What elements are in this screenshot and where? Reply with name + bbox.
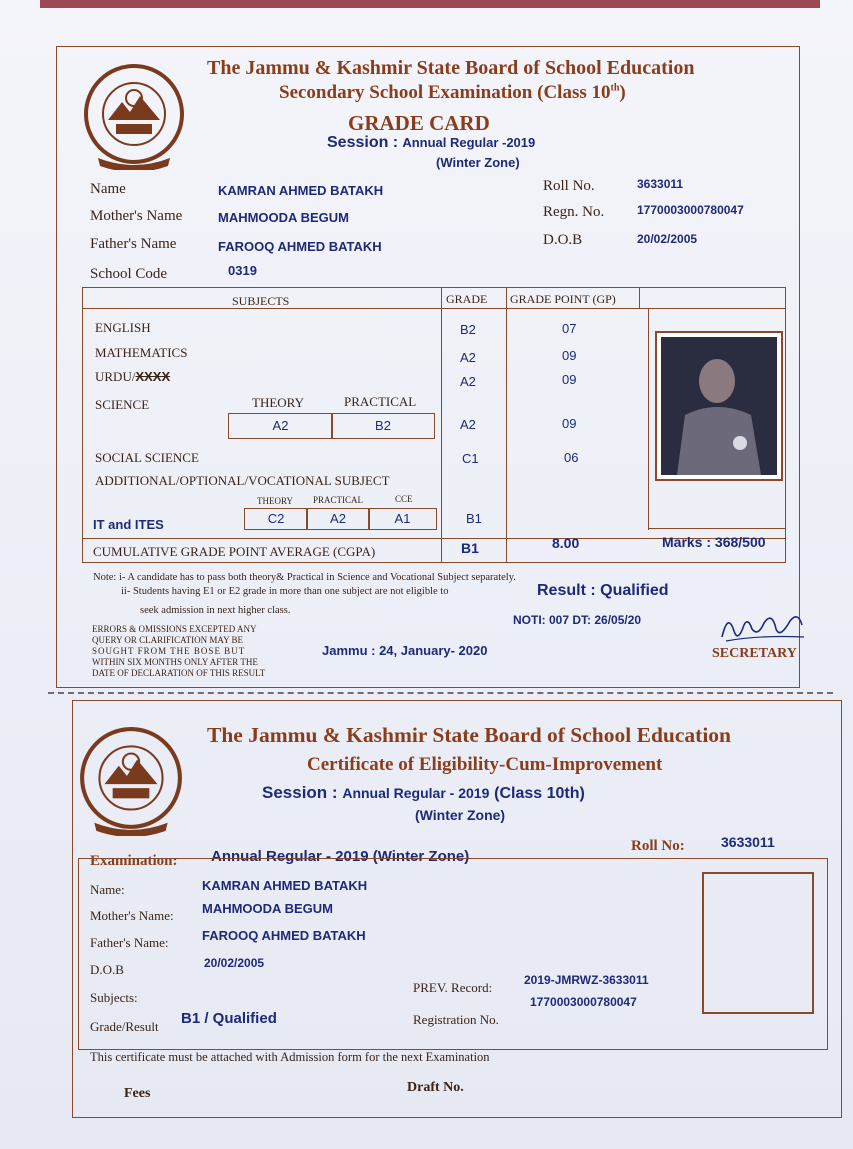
cgpa-value: 8.00 — [552, 535, 580, 551]
grade-science: A2 — [460, 417, 476, 432]
prev-record-label: PREV. Record: — [413, 980, 493, 995]
grade-it: B1 — [466, 511, 482, 526]
cert-name: KAMRAN AHMED BATAKH — [202, 878, 368, 893]
grade-english: B2 — [460, 322, 476, 337]
it-subject-name: IT and ITES — [93, 517, 164, 532]
cert-father-label: Father's Name: — [90, 935, 169, 950]
certificate-class: (Class 10th) — [494, 785, 585, 802]
roll-label: Roll No. — [543, 178, 595, 194]
cert-dob-label: D.O.B — [90, 962, 124, 977]
subjects-header: SUBJECTS — [232, 294, 290, 308]
certificate-session-value: Annual Regular - 2019 — [342, 785, 490, 801]
gp-social-science: 06 — [564, 450, 579, 465]
additional-subject-label: ADDITIONAL/OPTIONAL/VOCATIONAL SUBJECT — [95, 473, 390, 488]
grade-card-title: GRADE CARD — [348, 111, 490, 135]
gp-header: GRADE POINT (GP) — [510, 292, 616, 306]
zone-label: (Winter Zone) — [436, 155, 520, 170]
subject-mathematics: MATHEMATICS — [95, 345, 188, 360]
col-rule-gp — [506, 287, 507, 563]
mother-name: MAHMOODA BEGUM — [218, 210, 349, 225]
grade-urdu: A2 — [460, 374, 476, 389]
prev-record: 2019-JMRWZ-3633011 — [524, 973, 649, 987]
student-photo — [655, 331, 783, 481]
science-theory-label: THEORY — [252, 395, 304, 410]
draft-label: Draft No. — [407, 1080, 464, 1095]
subject-english: ENGLISH — [95, 320, 151, 335]
board-title: The Jammu & Kashmir State Board of School Education — [207, 57, 695, 79]
examination-label: Examination: — [90, 853, 178, 869]
it-practical-cell: A2 — [306, 508, 370, 530]
exam-title-text: Secondary School Examination (Class 10 — [279, 82, 611, 103]
subject-social-science: SOCIAL SCIENCE — [95, 450, 199, 465]
cert-name-label: Name: — [90, 882, 125, 897]
table-header-rule — [82, 308, 786, 309]
it-theory-cell: C2 — [244, 508, 308, 530]
cert-grade: B1 / Qualified — [181, 1010, 277, 1027]
certificate-session-label: Session : — [262, 783, 338, 802]
gp-english: 07 — [562, 321, 577, 336]
signature-icon — [718, 607, 808, 647]
certificate-logo-icon — [76, 724, 186, 836]
note-1: Note: i- A candidate has to pass both theory& Practical in Science and Vocational Subject separately. — [93, 572, 516, 583]
errors-line-5: DATE OF DECLARATION OF THIS RESULT — [92, 668, 266, 678]
secretary-label: SECRETARY — [712, 646, 797, 661]
certificate-zone: (Winter Zone) — [415, 807, 506, 823]
subject-urdu — [95, 369, 170, 385]
roll-number: 3633011 — [637, 177, 684, 191]
certificate-session-line — [262, 783, 585, 803]
father-label: Father's Name — [90, 236, 177, 252]
regn-label: Regn. No. — [543, 204, 605, 220]
session-value: Annual Regular -2019 — [402, 135, 536, 150]
session-label: Session : — [327, 134, 399, 151]
it-practical-label: PRACTICAL — [313, 495, 364, 505]
col-rule-grade — [441, 287, 442, 563]
note-2: ii- Students having E1 or E2 grade in more than one subject are not eligible to — [121, 586, 449, 597]
cert-roll-label: Roll No: — [631, 838, 685, 854]
cert-subjects-label: Subjects: — [90, 990, 138, 1005]
grade-social-science: C1 — [462, 451, 479, 466]
exam-title — [279, 82, 626, 104]
fees-label: Fees — [124, 1086, 151, 1101]
board-logo-icon — [80, 62, 188, 170]
grade-mathematics: A2 — [460, 350, 476, 365]
gp-urdu: 09 — [562, 372, 577, 387]
subject-science: SCIENCE — [95, 397, 150, 412]
errors-line-4: WITHIN SIX MONTHS ONLY AFTER THE — [92, 657, 258, 667]
subject-urdu-text: URDU/ — [95, 369, 136, 384]
cert-regn: 1770003000780047 — [530, 995, 637, 1009]
grade-header: GRADE — [446, 292, 488, 306]
science-practical-cell: B2 — [331, 413, 435, 439]
place-date: Jammu : 24, January- 2020 — [322, 643, 488, 658]
student-photo-image — [657, 333, 781, 479]
it-theory-label: THEORY — [257, 496, 293, 506]
top-edge — [40, 0, 820, 8]
dob-label: D.O.B — [543, 232, 583, 248]
mother-label: Mother's Name — [90, 208, 183, 224]
cert-dob: 20/02/2005 — [204, 956, 265, 970]
note-3: seek admission in next higher class. — [140, 605, 291, 616]
cert-grade-label: Grade/Result — [90, 1019, 159, 1034]
errors-line-1: ERRORS & OMISSIONS EXCEPTED ANY — [92, 624, 257, 634]
name-label: Name — [90, 181, 126, 197]
subject-urdu-struck: XXXX — [135, 369, 171, 384]
exam-title-sup: th — [610, 82, 620, 94]
examination-value: Annual Regular - 2019 (Winter Zone) — [211, 848, 470, 865]
it-cce-label: CCE — [395, 494, 413, 504]
cgpa-label: CUMULATIVE GRADE POINT AVERAGE (CGPA) — [93, 544, 376, 559]
photo-box-bottom — [648, 528, 786, 529]
exam-title-close: ) — [619, 82, 626, 103]
science-theory-cell: A2 — [228, 413, 333, 439]
father-name: FAROOQ AHMED BATAKH — [218, 239, 382, 254]
errors-line-3: SOUGHT FROM THE BOSE BUT — [92, 646, 246, 656]
cert-mother-label: Mother's Name: — [90, 908, 174, 923]
it-cce-cell: A1 — [368, 508, 437, 530]
cert-roll-number: 3633011 — [721, 834, 775, 850]
regn-number: 1770003000780047 — [637, 203, 744, 217]
school-code-label: School Code — [90, 266, 168, 282]
notification-label: NOTI: 007 DT: 26/05/20 — [513, 613, 642, 627]
dob-value: 20/02/2005 — [637, 232, 698, 246]
cert-regn-label: Registration No. — [413, 1012, 499, 1027]
certificate-board-title: The Jammu & Kashmir State Board of School Education — [207, 723, 731, 747]
cert-father: FAROOQ AHMED BATAKH — [202, 928, 366, 943]
session-line — [327, 134, 535, 152]
col-rule-photo — [639, 287, 640, 309]
cut-line — [48, 692, 833, 694]
school-code: 0319 — [228, 263, 257, 278]
science-practical-label: PRACTICAL — [344, 394, 417, 409]
errors-line-2: QUERY OR CLARIFICATION MAY BE — [92, 635, 244, 645]
cert-mother: MAHMOODA BEGUM — [202, 901, 333, 916]
certificate-photo-box — [702, 872, 814, 1014]
result-label: Result : Qualified — [537, 582, 669, 599]
photo-box-left — [648, 308, 649, 530]
gp-science: 09 — [562, 416, 577, 431]
certificate-footnote: This certificate must be attached with Admission form for the next Examination — [90, 1050, 490, 1064]
gp-mathematics: 09 — [562, 348, 577, 363]
student-name: KAMRAN AHMED BATAKH — [218, 183, 384, 198]
marks-value: Marks : 368/500 — [662, 534, 766, 550]
cgpa-grade: B1 — [461, 540, 479, 556]
certificate-title: Certificate of Eligibility-Cum-Improvement — [307, 754, 663, 775]
